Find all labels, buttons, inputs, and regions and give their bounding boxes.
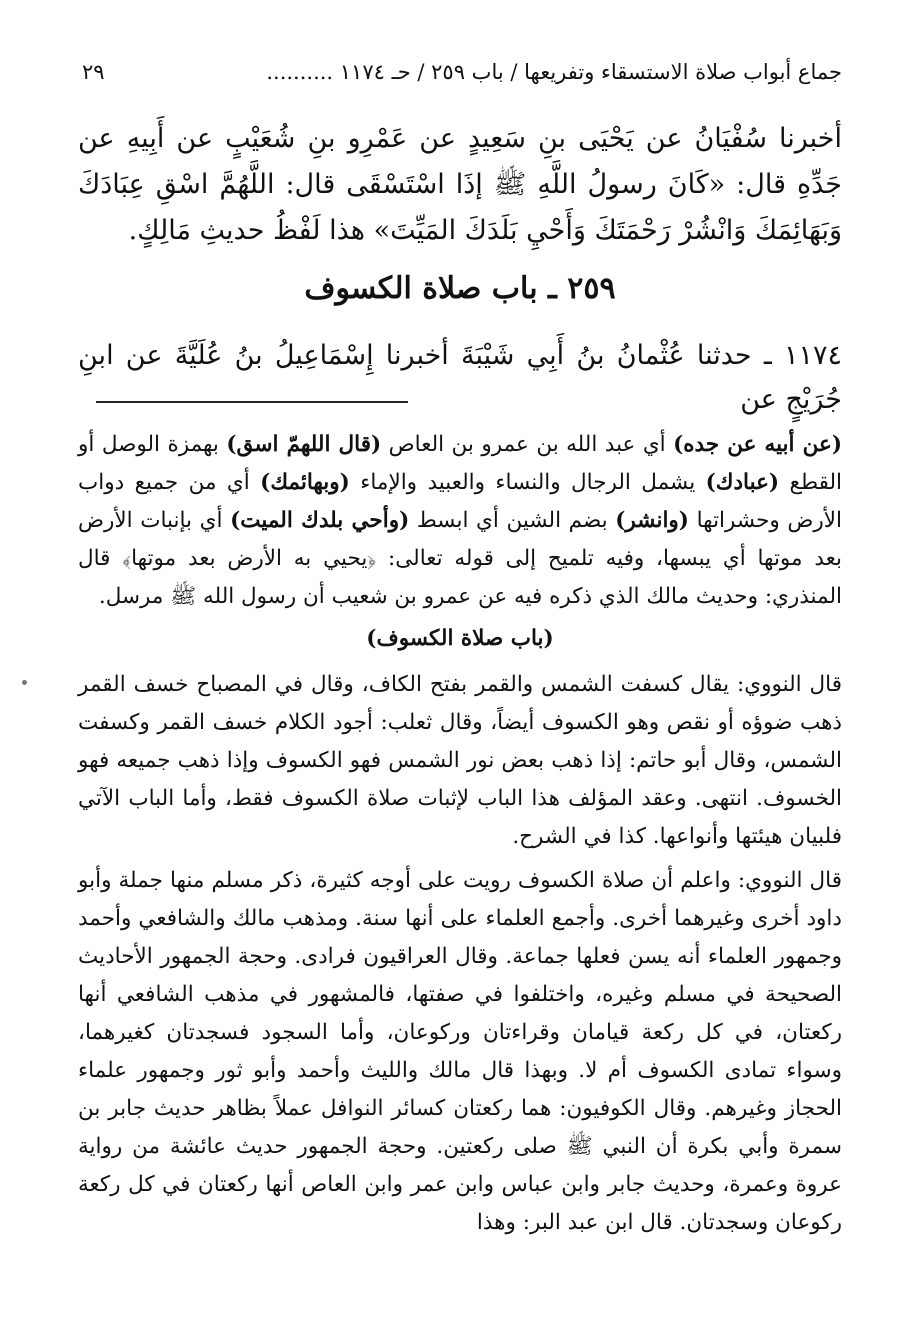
footnote-divider bbox=[96, 401, 408, 403]
quoted-phrase: (عبادك) bbox=[705, 470, 780, 495]
quoted-phrase: (وأحي بلدك الميت) bbox=[230, 508, 410, 533]
section-heading: (باب صلاة الكسوف) bbox=[366, 626, 554, 651]
commentary-text: أي بإنبات الأرض بعد موتها أي يبسها، وفيه تلميح إلى قوله تعالى: ﴿يحيي به الأرض بعد موتها﴾ قال المنذري: وحديث مالك الذي ذكره فيه عن عمرو بن شعيب أن رسول الله ﷺ مرسل. bbox=[78, 508, 842, 609]
commentary-paragraph bbox=[78, 426, 842, 616]
commentary-text: بهمزة الوصل أو القطع bbox=[78, 432, 842, 495]
commentary-text: أي من جميع دواب الأرض وحشراتها bbox=[78, 470, 842, 533]
book-page bbox=[78, 0, 842, 1343]
hadith-text: أخبرنا سُفْيَانُ عن يَحْيَى بنِ سَعِيدٍ عن عَمْرِو بنِ شُعَيْبٍ عن أَبِيهِ عن جَدِّهِ قال: «كَانَ رسولُ اللَّهِ ﷺ إذَا اسْتَسْقَى قال: اللَّهُمَّ اسْقِ عِبَادَكَ وَبَهَائِمَكَ وَانْشُرْ رَحْمَتَكَ وَأَحْيِ بَلَدَكَ المَيِّتَ» هذا لَفْظُ حديثِ مَالِكٍ. bbox=[78, 123, 842, 246]
quoted-phrase: (وبهائمك) bbox=[260, 470, 350, 495]
commentary-text: يشمل الرجال والنساء والعبيد والإماء bbox=[349, 470, 706, 495]
quoted-phrase: (قال اللهمّ اسق) bbox=[226, 432, 382, 457]
chapter-heading: ٢٥٩ ـ باب صلاة الكسوف bbox=[304, 271, 616, 306]
page-number: ٢٩ bbox=[82, 60, 105, 84]
running-header bbox=[78, 55, 842, 89]
running-title: جماع أبواب صلاة الاستسقاء وتفريعها / باب ٢٥٩ / حـ ١١٧٤ .......... bbox=[266, 60, 842, 84]
commentary-paragraph: قال النووي: واعلم أن صلاة الكسوف رويت على أوجه كثيرة، ذكر مسلم منها جملة وأبو داود أخرى وغيرهما أخرى. وأجمع العلماء على أنها سنة. ومذهب مالك والشافعي وأحمد وجمهور العلماء أنه يسن فعلها جماعة. وقال العراقيون فرادى. وحجة الجمهور الأحاديث الصحيحة في مسلم وغيره، واختلفوا في صفتها، فالمشهور في مذهب الشافعي أنها ركعتان، في كل ركعة قيامان وقراءتان وركوعان، وأما السجود فسجدتان كغيرهما، وسواء تمادى الكسوف أم لا. وبهذا قال مالك والليث وأحمد وأبو ثور وجمهور علماء الحجاز وغيرهم. وقال الكوفيون: هما ركعتان كسائر النوافل عملاً بظاهر حديث جابر بن سمرة وأبي بكرة أن النبي ﷺ صلى ركعتين. وحجة الجمهور حديث عائشة من رواية عروة وعمرة، وحديث جابر وابن عباس وابن عمر وابن العاص أنها ركعتان في كل ركعة ركوعان وسجدتان. قال ابن عبد البر: وهذا bbox=[78, 868, 842, 1235]
commentary-text: أي عبد الله بن عمرو بن العاص bbox=[381, 432, 674, 457]
commentary-paragraph: قال النووي: يقال كسفت الشمس والقمر بفتح الكاف، وقال في المصباح خسف القمر ذهب ضوؤه أو نقص وهو الكسوف أيضاً، وقال ثعلب: أجود الكلام خسف القمر وكسفت الشمس، وقال أبو حاتم: إذا ذهب بعض نور الشمس فهو الكسوف وإذا ذهب جميعه فهو الخسوف. انتهى. وعقد المؤلف هذا الباب لإثبات صلاة الكسوف فقط، وأما الباب الآتي فلبيان هيئتها وأنواعها. كذا في الشرح. bbox=[78, 672, 842, 849]
print-speck bbox=[22, 680, 27, 685]
quoted-phrase: (عن أبيه عن جده) bbox=[673, 432, 842, 457]
hadith-text-continued: ١١٧٤ ـ حدثنا عُثْمانُ بنُ أَبِي شَيْبَةَ أخبرنا إِسْمَاعِيلُ بنُ عُلَيَّةَ عن ابنِ جُرَيْجٍ عن bbox=[78, 340, 842, 415]
quoted-phrase: (وانشر) bbox=[615, 508, 689, 533]
commentary bbox=[78, 426, 842, 1242]
commentary-text: بضم الشين أي ابسط bbox=[409, 508, 616, 533]
